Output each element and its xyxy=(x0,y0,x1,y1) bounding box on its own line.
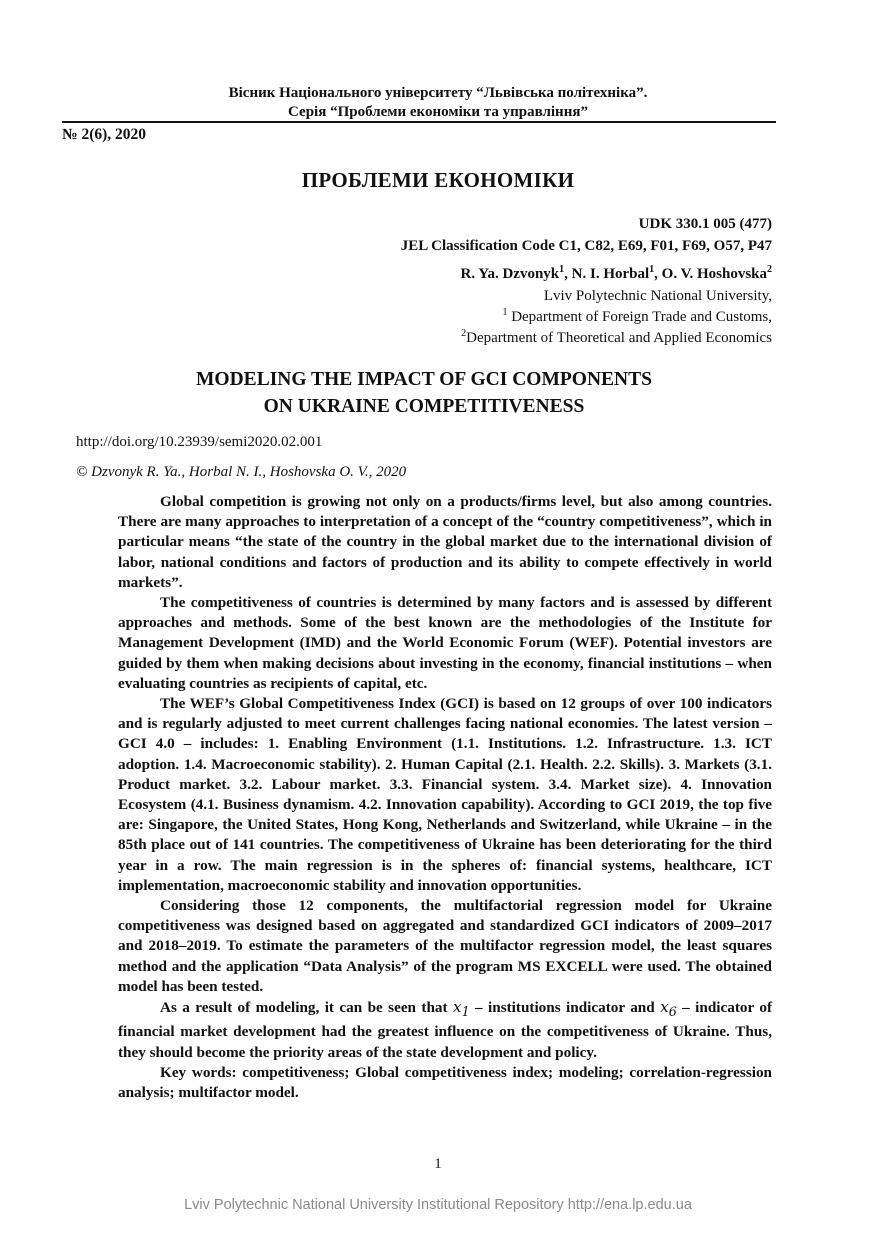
department-name: Department of Theoretical and Applied Economics xyxy=(466,330,772,346)
abstract-text: – indicator of financial market development had the greatest influence on the competitiveness of Ukraine. Thus, they should become the priority areas of the state development and policy. xyxy=(118,999,772,1061)
math-variable-x1 xyxy=(452,998,470,1020)
abstract-paragraph: The WEF’s Global Competitiveness Index (GCI) is based on 12 groups of over 100 indicators and is regularly adjusted to meet current challenges facing national economies. The latest version – GCI 4.0 – includes: 1. Enabling Environment (1.1. Institutions. 1.2. Infrastructure. 1.3. ICT adoption. 1.4. Macroeconomic stability). 2. Human Capital (2.1. Health. 2.2. Skills). 3. Markets (3.1. Product market. 3.2. Labour market. 3.3. Financial system. 3.4. Market size). 4. Innovation Ecosystem (4.1. Business dynamism. 4.2. Innovation capability). According to GCI 2019, the top five are: Singapore, the United States, Hong Kong, Netherlands and Switzerland, while Ukraine – in the 85th place out of 141 countries. The competitiveness of Ukraine has been deteriorating for the third year in a row. The main regression is in the spheres of: financial systems, healthcare, ICT implementation, macroeconomic stability and innovation opportunities. xyxy=(118,695,772,894)
article-title xyxy=(0,366,848,420)
article-title-line2: ON UKRAINE COMPETITIVENESS xyxy=(263,396,585,417)
abstract-paragraph: Considering those 12 components, the multifactorial regression model for Ukraine competitiveness was designed based on aggregated and standardized GCI indicators of 2009–2017 and 2018–2019. To estimate the parameters of the multifactor regression model, the least squares method and the application “Data Analysis” of the program MS EXCELL were used. The obtained model has been tested. xyxy=(118,897,772,995)
department-name: Department of Foreign Trade and Customs, xyxy=(507,309,772,325)
abstract-text: As a result of modeling, it can be seen that xyxy=(160,999,453,1017)
abstract xyxy=(118,492,772,1103)
author-affiliation-mark: 1 xyxy=(559,264,565,275)
author-affiliation-mark: 1 xyxy=(649,264,655,275)
author-separator: , xyxy=(654,266,662,282)
section-title: ПРОБЛЕМИ ЕКОНОМІКИ xyxy=(301,168,575,192)
page-number: 1 xyxy=(434,1156,442,1172)
author-list xyxy=(461,263,772,285)
issue-number: № 2(6), 2020 xyxy=(62,126,147,143)
affiliation-university: Lviv Polytechnic National University, xyxy=(543,288,772,304)
journal-title-line2: Серія “Проблеми економіки та управління” xyxy=(288,104,588,120)
math-variable-x6 xyxy=(660,998,677,1020)
keywords: Key words: competitiveness; Global competitiveness index; modeling; correlation-regression analysis; multifactor model. xyxy=(118,1063,772,1101)
author-name: N. I. Horbal xyxy=(571,266,650,282)
abstract-paragraph xyxy=(118,997,772,1063)
doi-link[interactable]: http://doi.org/10.23939/semi2020.02.001 xyxy=(76,434,323,450)
copyright-notice: © Dzvonyk R. Ya., Horbal N. I., Hoshovska O. V., 2020 xyxy=(76,464,407,480)
math-symbol: x xyxy=(452,998,462,1017)
author-separator: , xyxy=(564,266,572,282)
article-title-line1: MODELING THE IMPACT OF GCI COMPONENTS xyxy=(196,369,652,390)
abstract-paragraph: The competitiveness of countries is determined by many factors and is assessed by different approaches and methods. Some of the best known are the methodologies of the Institute for Management Development (IMD) and the World Economic Forum (WEF). Potential investors are guided by them when making decisions about investing in the economy, financial institutions – when evaluating countries as recipients of capital, etc. xyxy=(118,594,772,692)
math-subscript: 1 xyxy=(461,1004,470,1020)
abstract-paragraph: Global competition is growing not only on a products/firms level, but also among countries. There are many approaches to interpretation of a concept of the “country competitiveness”, which in particular means “the state of the country in the global market due to the international division of labor, national conditions and factors of production and its ability to compete effectively in world markets”. xyxy=(118,493,772,591)
header-divider xyxy=(62,121,776,123)
affiliation-mark: 1 xyxy=(502,307,508,318)
jel-code: JEL Classification Code C1, C82, E69, F01, F69, O57, P47 xyxy=(400,238,772,254)
udk-code: UDK 330.1 005 (477) xyxy=(638,216,772,232)
repository-watermark: Lviv Polytechnic National University Institutional Repository http://ena.lp.edu.ua xyxy=(184,1197,692,1213)
affiliation-department-1 xyxy=(502,306,772,328)
author-affiliation-mark: 2 xyxy=(767,264,772,275)
abstract-text: – institutions indicator and xyxy=(469,999,661,1017)
affiliation-department-2 xyxy=(461,327,772,349)
affiliation-mark: 2 xyxy=(461,328,467,339)
math-subscript: 6 xyxy=(668,1004,677,1020)
math-symbol: x xyxy=(660,998,669,1017)
journal-title-line1: Вісник Національного університету “Львівська політехніка”. xyxy=(228,85,648,101)
author-name: O. V. Hoshovska xyxy=(661,266,767,282)
author-name: R. Ya. Dzvonyk xyxy=(460,266,560,282)
